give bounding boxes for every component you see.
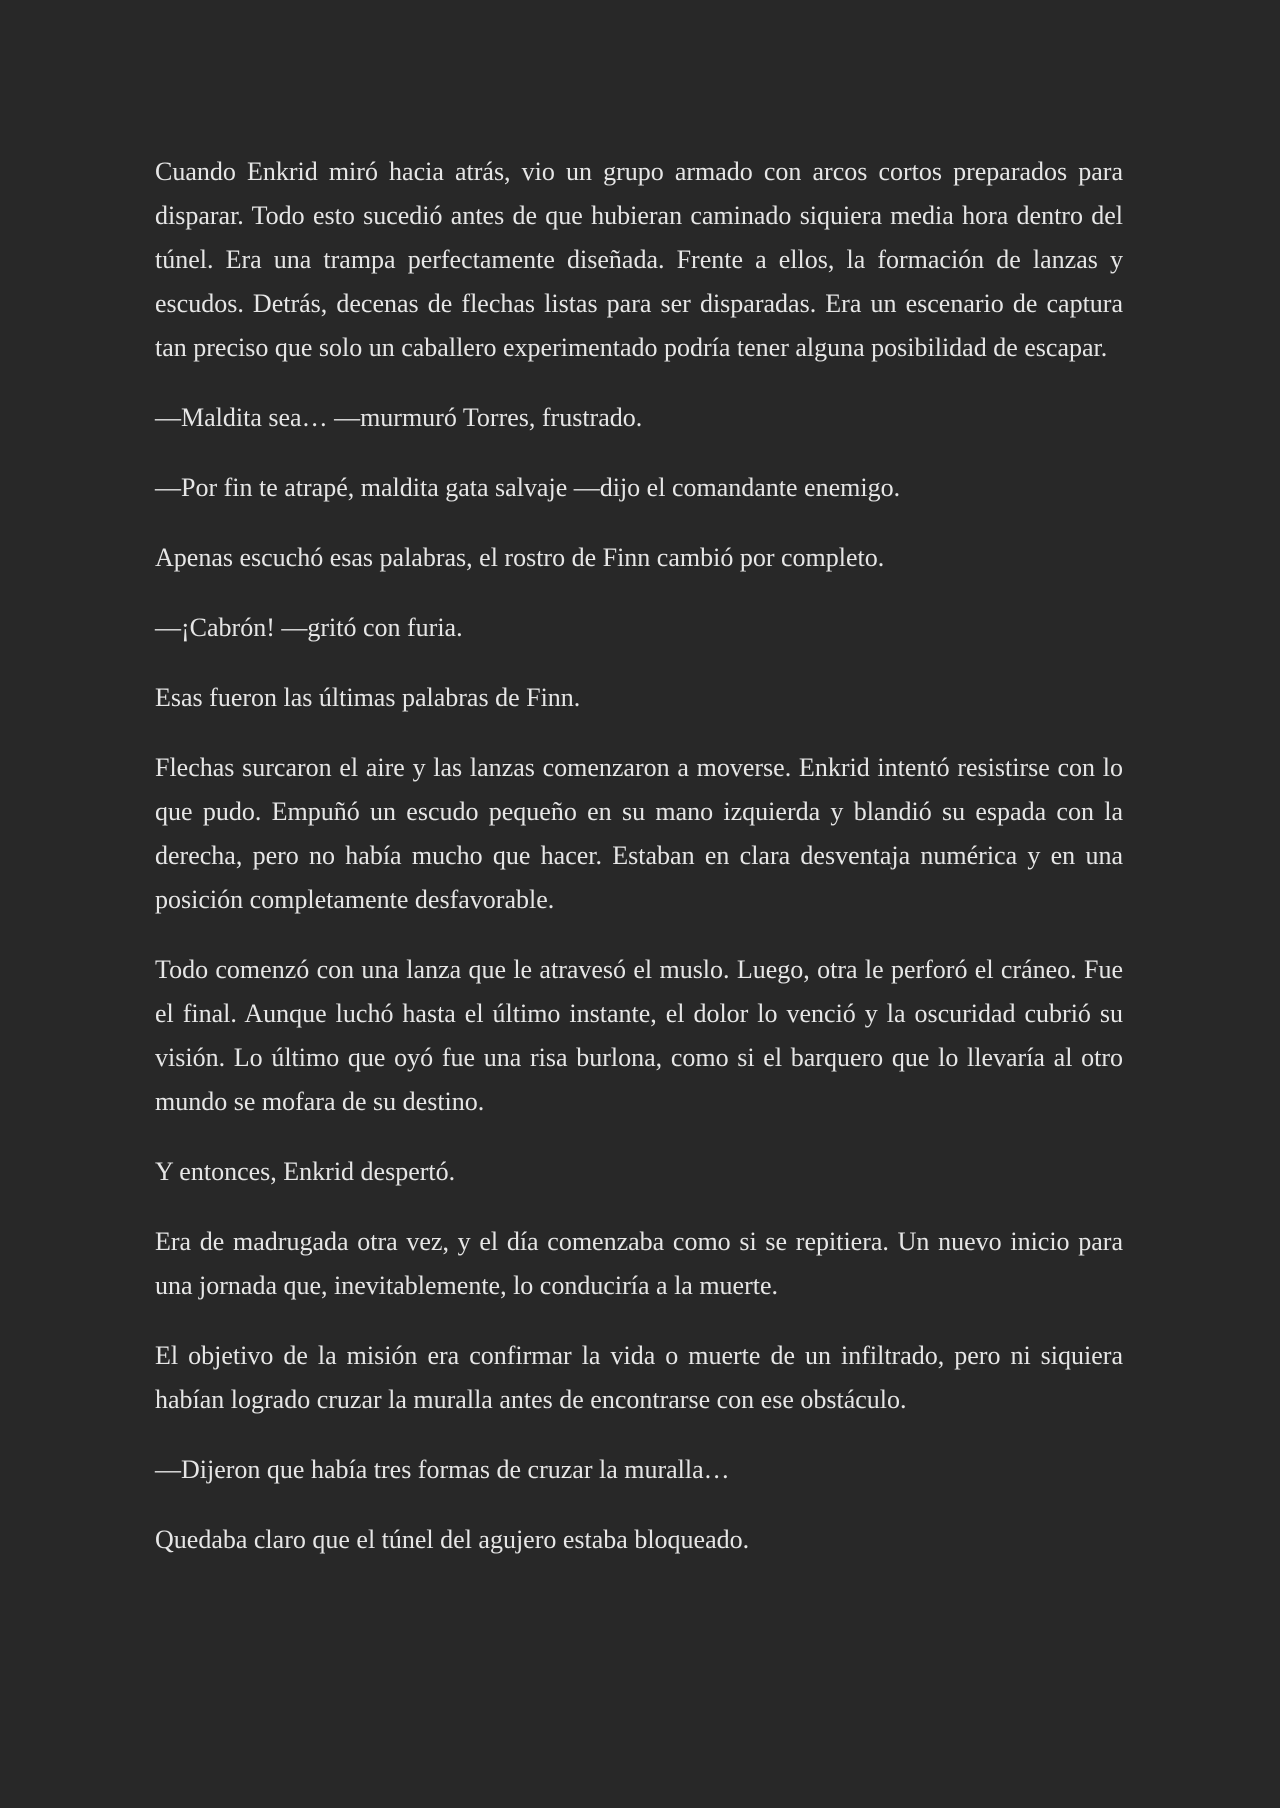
paragraph: Esas fueron las últimas palabras de Finn. — [155, 683, 581, 712]
paragraph: Todo comenzó con una lanza que le atravesó el muslo. Luego, otra le perforó el cráneo. Fue el final. Aunque luchó hasta el último instante, el dolor lo venció y la oscuridad cubrió su visión. Lo último que oyó fue una risa burlona, como si el barquero que lo llevaría al otro mundo se mofara de su destino. — [155, 955, 1123, 1116]
paragraph: —Dijeron que había tres formas de cruzar la muralla… — [155, 1455, 730, 1484]
paragraph: Flechas surcaron el aire y las lanzas comenzaron a moverse. Enkrid intentó resistirse con lo que pudo. Empuñó un escudo pequeño en su mano izquierda y blandió su espada con la derecha, pero no había mucho que hacer. Estaban en clara desventaja numérica y en una posición completamente desfavorable. — [155, 753, 1123, 914]
paragraph: Era de madrugada otra vez, y el día comenzaba como si se repitiera. Un nuevo inicio para una jornada que, inevitablemente, lo conduciría a la muerte. — [155, 1227, 1123, 1300]
paragraph: —¡Cabrón! —gritó con furia. — [155, 613, 463, 642]
paragraph: El objetivo de la misión era confirmar la vida o muerte de un infiltrado, pero ni siquiera habían logrado cruzar la muralla antes de encontrarse con ese obstáculo. — [155, 1341, 1123, 1414]
reader-text-column — [155, 150, 1123, 1588]
paragraph: Cuando Enkrid miró hacia atrás, vio un grupo armado con arcos cortos preparados para disparar. Todo esto sucedió antes de que hubieran caminado siquiera media hora dentro del túnel. Era una trampa perfectamente diseñada. Frente a ellos, la formación de lanzas y escudos. Detrás, decenas de flechas listas para ser disparadas. Era un escenario de captura tan preciso que solo un caballero experimentado podría tener alguna posibilidad de escapar. — [155, 157, 1123, 362]
paragraph: Apenas escuchó esas palabras, el rostro de Finn cambió por completo. — [155, 543, 885, 572]
paragraph: —Maldita sea… —murmuró Torres, frustrado. — [155, 403, 643, 432]
paragraph: Quedaba claro que el túnel del agujero estaba bloqueado. — [155, 1525, 750, 1554]
paragraph: Y entonces, Enkrid despertó. — [155, 1157, 456, 1186]
paragraph: —Por fin te atrapé, maldita gata salvaje —dijo el comandante enemigo. — [155, 473, 901, 502]
